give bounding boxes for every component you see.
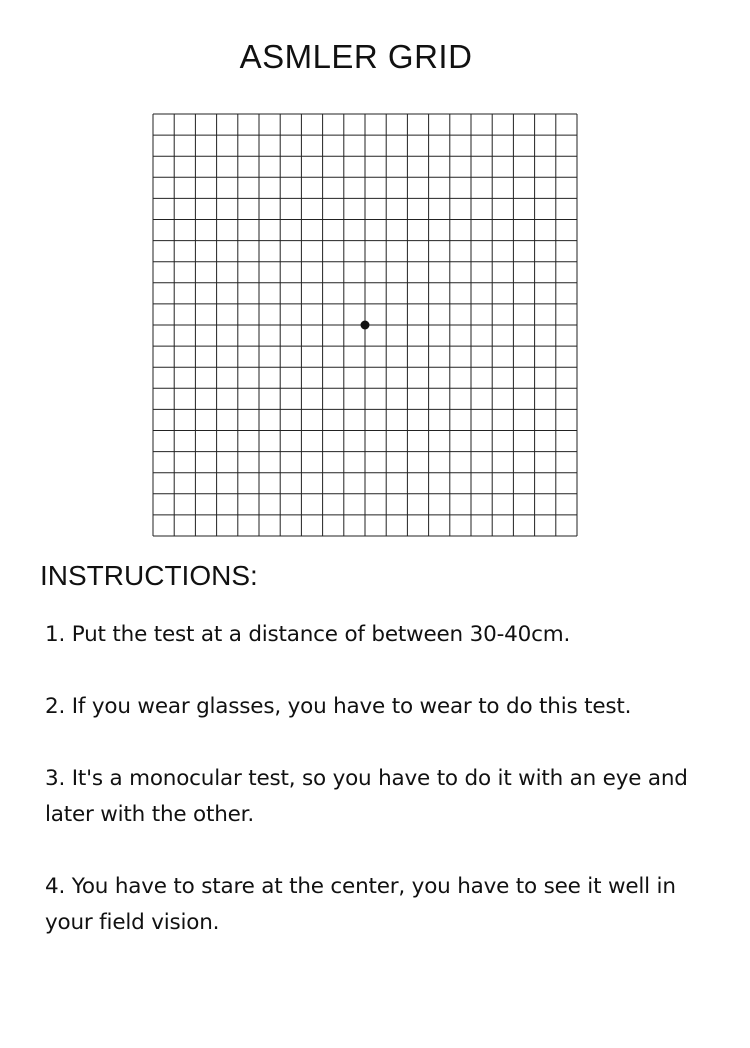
- page-title: ASMLER GRID: [239, 38, 473, 75]
- instruction-item: 4. You have to stare at the center, you have to see it well in your field vision.: [45, 874, 676, 935]
- amsler-grid: [152, 113, 578, 537]
- instruction-item: 1. Put the test at a distance of between 30-40cm.: [45, 622, 571, 647]
- instructions-heading: INSTRUCTIONS:: [40, 560, 258, 591]
- instruction-item: 3. It's a monocular test, so you have to do it with an eye and later with the other.: [45, 766, 688, 827]
- center-fixation-dot: [361, 321, 370, 330]
- grid-lines: [152, 113, 578, 537]
- instruction-item: 2. If you wear glasses, you have to wear to do this test.: [45, 694, 632, 719]
- instructions-list: [45, 617, 725, 977]
